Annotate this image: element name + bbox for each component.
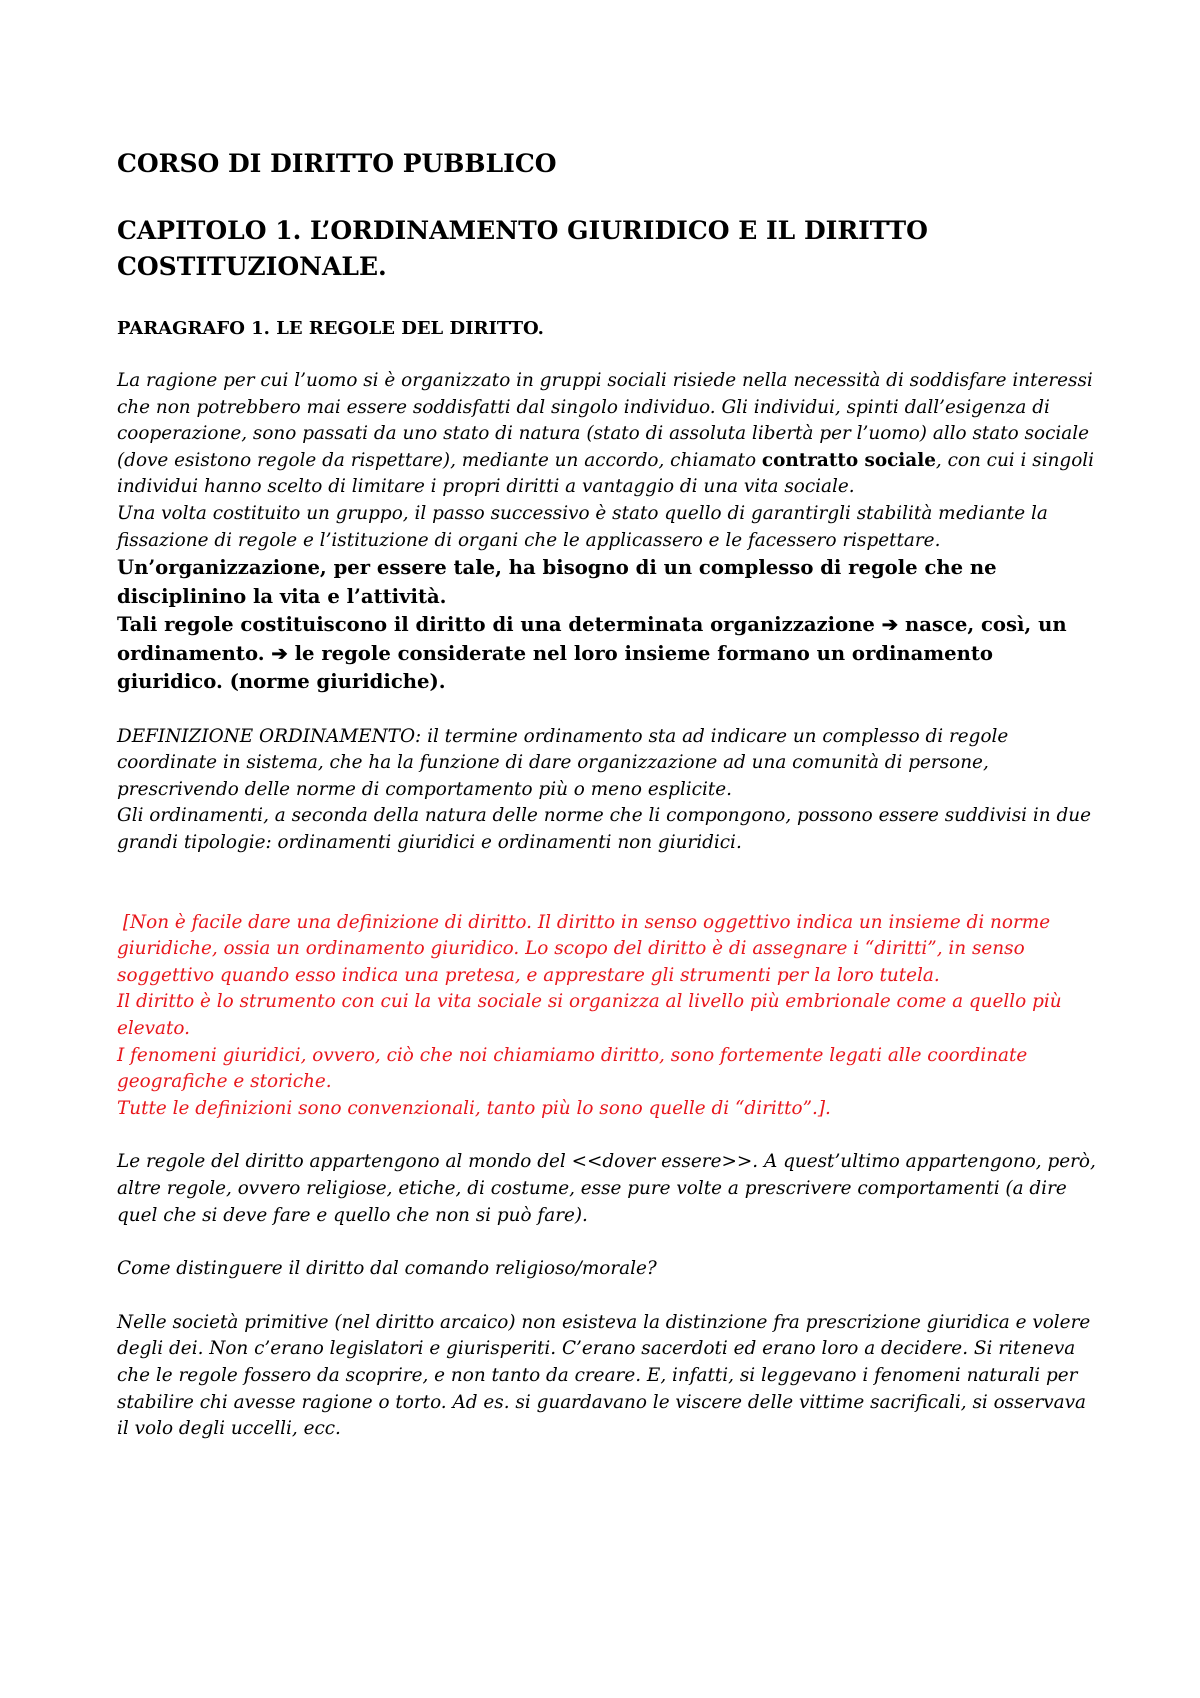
rules-statement [117, 611, 1102, 697]
red-note-block [117, 910, 1102, 1123]
primitive-societies-paragraph: Nelle società primitive (nel diritto arcaico) non esisteva la distinzione fra prescrizione giuridica e volere degli dei. Non c’erano legislatori e giurisperiti. C’erano sacerdoti ed erano loro a decidere. Si riteneva che le regole fossero da scoprire, e non tanto da creare. E, infatti, si leggevano i fenomeni naturali per stabilire chi avesse ragione o torto. Ad es. si guardavano le viscere delle vittime sacrificali, si osservava il volo degli uccelli, ecc. [117, 1311, 1091, 1440]
red-note-definition: [Non è facile dare una definizione di diritto. Il diritto in senso oggettivo indica un insieme di norme giuridiche, ossia un ordinamento giuridico. Lo scopo del diritto è di assegnare i “diritti”, in senso soggettivo quando esso indica una pretesa, e apprestare gli strumenti per la loro tutela. [117, 911, 1056, 986]
typologies-paragraph: Gli ordinamenti, a seconda della natura delle norme che li compongono, possono essere suddivisi in due grandi tipologie: ordinamenti giuridici e ordinamenti non giuridici. [117, 805, 1091, 854]
organization-statement: Un’organizzazione, per essere tale, ha bisogno di un complesso di regole che ne disciplinino la vita e l’attività. [117, 556, 997, 608]
red-note-conventions: Tutte le definizioni sono convenzionali, tanto più lo sono quelle di “diritto”.]. [117, 1097, 831, 1119]
right-arrow-icon: ➔ [271, 641, 288, 665]
intro-text-end: , con cui i singoli individui hanno scelto di limitare i propri diritti a vantaggio di una vita sociale. [117, 449, 1095, 498]
right-arrow-icon: ➔ [881, 613, 899, 637]
question-paragraph: Come distinguere il diritto dal comando religioso/morale? [117, 1258, 657, 1280]
intro-text-start: La ragione per cui l’uomo si è organizzato in gruppi sociali risiede nella necessità di soddisfare interessi che non potrebbero mai essere soddisfatti dal singolo individuo. Gli individui, spinti dall’esigenza di cooperazione, sono passati da uno stato di natura (stato di assoluta libertà per l’uomo) allo stato sociale (dove esistono regole da rispettare), mediante un accordo, chiamato [117, 370, 1093, 471]
document-body [117, 146, 1102, 1443]
red-note-social-life: Il diritto è lo strumento con cui la vita sociale si organizza al livello più embrionale come a quello più elevato. [117, 991, 1062, 1039]
red-note-phenomena: I fenomeni giuridici, ovvero, ciò che noi chiamiamo diritto, sono fortemente legati alle coordinate geografiche e storiche. [117, 1044, 1028, 1093]
document-title: CORSO DI DIRITTO PUBBLICO [117, 149, 557, 178]
paragraph-heading: PARAGRAFO 1. LE REGOLE DEL DIRITTO. [117, 318, 544, 339]
rules-text-c: le regole considerate nel loro insieme formano un ordinamento giuridico. (norme giuridiche). [117, 641, 993, 694]
rules-text-a: Tali regole costituiscono il diritto di una determinata organizzazione [117, 613, 882, 637]
dover-essere-paragraph: Le regole del diritto appartengono al mondo del <<dover essere>>. A quest’ultimo appartengono, però, altre regole, ovvero religiose, etiche, di costume, esse pure volte a prescrivere comportamenti (a dire quel che si deve fare e quello che non si può fare). [117, 1151, 1096, 1226]
intro-paragraph [117, 368, 1102, 501]
rules-text-b: nasce, così, un ordinamento. [117, 613, 1067, 665]
definition-paragraph: DEFINIZIONE ORDINAMENTO: il termine ordinamento sta ad indicare un complesso di regole coordinate in sistema, che ha la funzione di dare organizzazione ad una comunità di persone, prescrivendo delle norme di comportamento più o meno esplicite. [117, 725, 1009, 800]
stability-paragraph: Una volta costituito un gruppo, il passo successivo è stato quello di garantirgli stabilità mediante la fissazione di regole e l’istituzione di organi che le applicassero e le facessero rispettare. [117, 502, 1048, 551]
social-contract-term: contratto sociale [761, 449, 936, 471]
chapter-heading: CAPITOLO 1. L’ORDINAMENTO GIURIDICO E IL DIRITTO COSTITUZIONALE. [117, 216, 928, 281]
